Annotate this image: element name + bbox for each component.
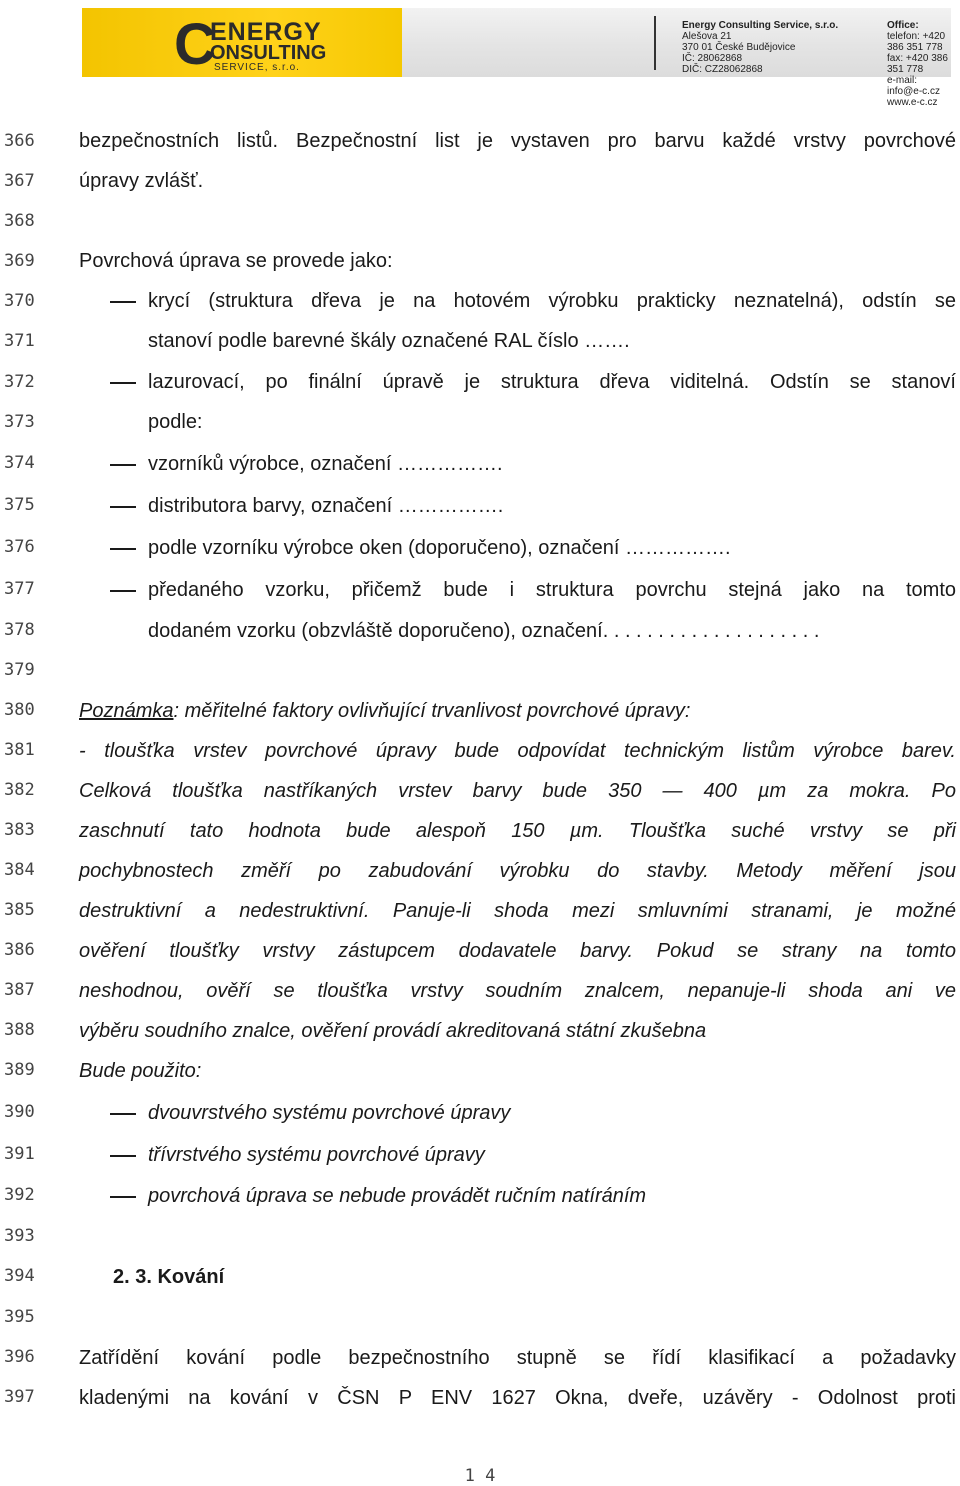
logo-line1: ENERGY: [210, 18, 322, 46]
company-name: Energy Consulting Service, s.r.o.: [682, 20, 839, 31]
list-item: krycí (struktura dřeva je na hotovém výrobku prakticky neznatelná), odstín se: [148, 290, 956, 312]
text-line: kladenými na kování v ČSN P ENV 1627 Okna, dveře, uzávěry - Odolnost proti: [79, 1387, 956, 1409]
line-number: 380: [4, 700, 35, 720]
line-number: 393: [4, 1226, 35, 1246]
text-line: Bude použito:: [79, 1060, 202, 1082]
line-number: 373: [4, 412, 35, 432]
line-number: 384: [4, 860, 35, 880]
line-number: 382: [4, 780, 35, 800]
text-line: destruktivní a nedestruktivní. Panuje-li shoda mezi smluvními stranami, je možné: [79, 900, 956, 922]
line-number: 370: [4, 291, 35, 311]
line-number: 387: [4, 980, 35, 1000]
company-address: [682, 20, 838, 75]
text-line: bezpečnostních listů. Bezpečnostní list je vystaven pro barvu každé vrstvy povrchové: [79, 130, 956, 152]
office-email: e-mail: info@e-c.cz: [887, 75, 940, 97]
text-line: zaschnutí tato hodnota bude alespoň 150 µm. Tloušťka suché vrstvy se při: [79, 820, 956, 842]
line-number: 392: [4, 1185, 35, 1205]
list-dash: [110, 464, 136, 466]
text-line: výběru soudního znalce, ověření provádí akreditovaná státní zkušebna: [79, 1020, 707, 1042]
line-number: 376: [4, 537, 35, 557]
company-city: 370 01 České Budějovice: [682, 42, 796, 53]
page-number: 1 4: [464, 1466, 496, 1486]
line-number: 375: [4, 495, 35, 515]
company-logo: [174, 12, 404, 77]
company-ic: IČ: 28062868: [682, 53, 743, 64]
office-fax: fax: +420 386 351 778: [887, 53, 948, 75]
logo-letter: C: [174, 12, 216, 77]
list-dash: [110, 590, 136, 592]
list-item: distributora barvy, označení …………….: [148, 495, 504, 517]
text-line: dodaném vzorku (obzvláště doporučeno), označení. . . . . . . . . . . . . . . . . . . .: [148, 620, 820, 642]
line-number: 371: [4, 331, 35, 351]
line-number: 368: [4, 211, 35, 231]
logo-line2: ONSULTING: [210, 42, 327, 64]
text-line: neshodnou, ověří se tloušťka vrstvy soudním znalcem, nepanuje-li shoda ani ve: [79, 980, 956, 1002]
line-number: 395: [4, 1307, 35, 1327]
list-dash: [110, 548, 136, 550]
section-heading: 2. 3. Kování: [113, 1266, 225, 1288]
note-label: Poznámka: [79, 700, 174, 722]
office-web: www.e-c.cz: [887, 97, 938, 108]
header-banner: [82, 8, 951, 108]
list-dash: [110, 1113, 136, 1115]
text-line: Celková tloušťka nastříkaných vrstev barvy bude 350 — 400 µm za mokra. Po: [79, 780, 956, 802]
text-line: podle:: [148, 411, 203, 433]
line-number: 386: [4, 940, 35, 960]
line-number: 391: [4, 1144, 35, 1164]
line-number: 383: [4, 820, 35, 840]
header-divider: [654, 16, 656, 70]
line-number: 378: [4, 620, 35, 640]
list-item: předaného vzorku, přičemž bude i struktura povrchu stejná jako na tomto: [148, 579, 956, 601]
list-dash: [110, 1196, 136, 1198]
list-dash: [110, 301, 136, 303]
list-item: třívrstvého systému povrchové úpravy: [148, 1144, 485, 1166]
line-number: 388: [4, 1020, 35, 1040]
line-number: 379: [4, 660, 35, 680]
text-line: ověření tloušťky vrstvy zástupcem dodavatele barvy. Pokud se strany na tomto: [79, 940, 956, 962]
logo-line3: SERVICE, s.r.o.: [214, 62, 300, 73]
company-dic: DIČ: CZ28062868: [682, 64, 763, 75]
note-heading-rest: : měřitelné faktory ovlivňující trvanlivost povrchové úpravy:: [173, 700, 691, 722]
office-title: Office:: [887, 20, 919, 31]
line-number: 372: [4, 372, 35, 392]
line-number: 396: [4, 1347, 35, 1367]
list-item: povrchová úprava se nebude provádět ručním natíráním: [148, 1185, 647, 1207]
list-item: lazurovací, po finální úpravě je struktura dřeva viditelná. Odstín se stanoví: [148, 371, 956, 393]
list-item: dvouvrstvého systému povrchové úpravy: [148, 1102, 511, 1124]
line-number: 369: [4, 251, 35, 271]
line-number: 385: [4, 900, 35, 920]
line-number: 366: [4, 131, 35, 151]
list-item: vzorníků výrobce, označení …………….: [148, 453, 503, 475]
line-number: 381: [4, 740, 35, 760]
text-line: úpravy zvlášť.: [79, 170, 204, 192]
line-number: 397: [4, 1387, 35, 1407]
office-tel: telefon: +420 386 351 778: [887, 31, 946, 53]
line-number: 390: [4, 1102, 35, 1122]
office-contact: [887, 20, 951, 108]
text-line: - tloušťka vrstev povrchové úpravy bude odpovídat technickým listům výrobce barev.: [79, 740, 956, 762]
company-street: Alešova 21: [682, 31, 732, 42]
list-dash: [110, 382, 136, 384]
line-number: 374: [4, 453, 35, 473]
line-number: 389: [4, 1060, 35, 1080]
line-number: 367: [4, 171, 35, 191]
note-heading: [79, 699, 690, 723]
list-dash: [110, 1155, 136, 1157]
text-line: Zatřídění kování podle bezpečnostního stupně se řídí klasifikací a požadavky: [79, 1347, 956, 1369]
text-line: stanoví podle barevné škály označené RAL číslo …….: [148, 330, 630, 352]
text-line: pochybnostech změří po zabudování výrobku do stavby. Metody měření jsou: [79, 860, 956, 882]
text-line: Povrchová úprava se provede jako:: [79, 250, 393, 272]
list-item: podle vzorníku výrobce oken (doporučeno), označení …………….: [148, 537, 731, 559]
list-dash: [110, 506, 136, 508]
line-number: 394: [4, 1266, 35, 1286]
line-number: 377: [4, 579, 35, 599]
